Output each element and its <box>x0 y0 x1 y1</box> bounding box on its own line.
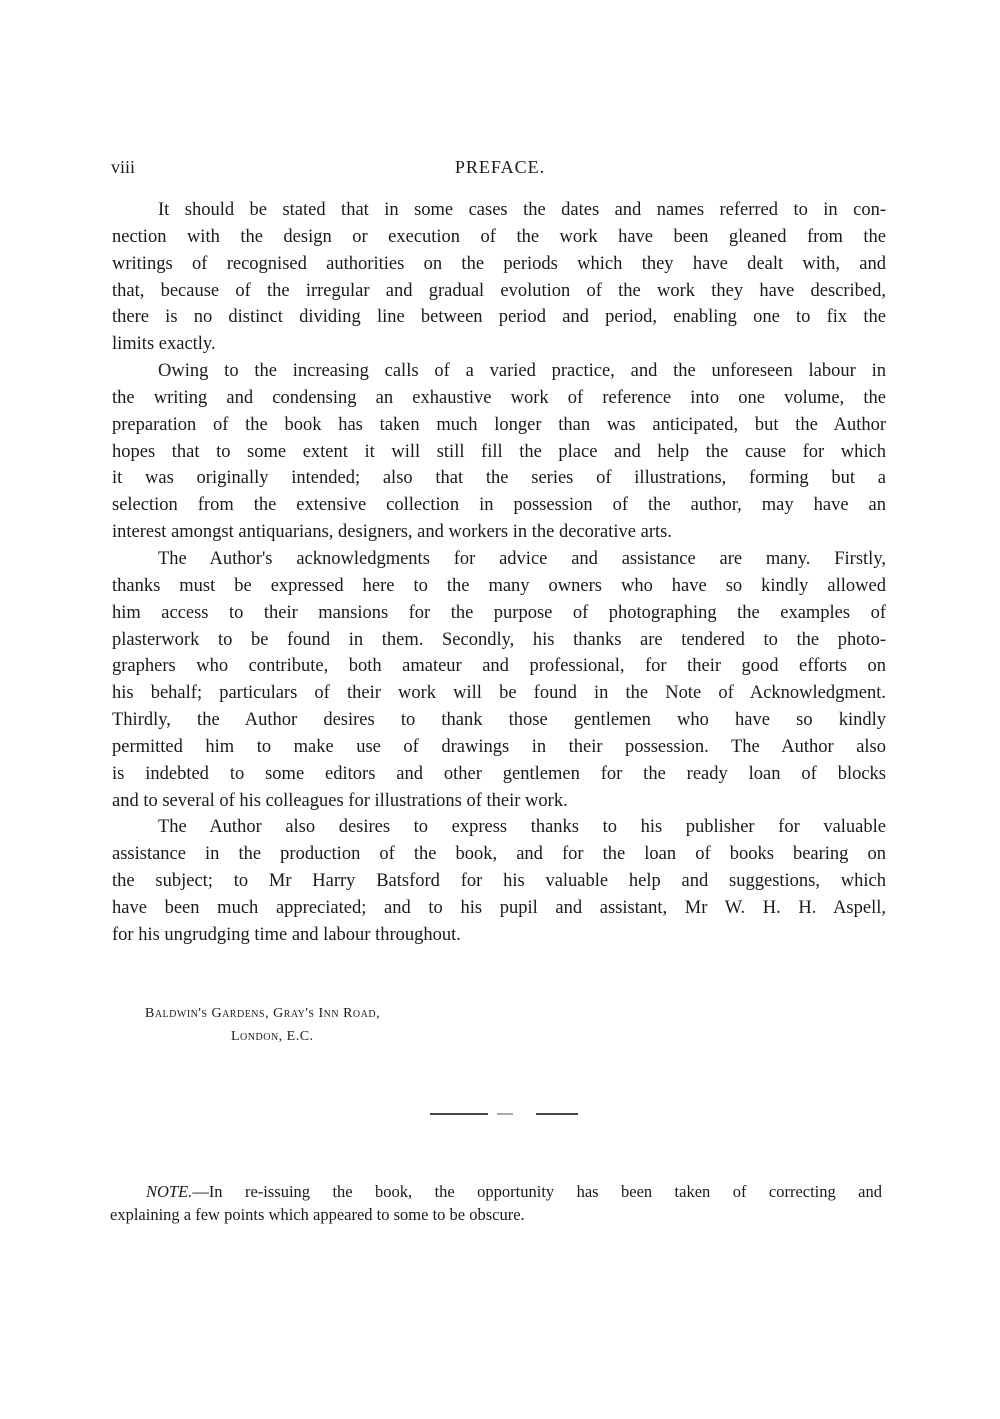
text-line: limits exactly. <box>112 334 216 355</box>
text-line: and to several of his colleagues for illustrations of their work. <box>112 790 568 811</box>
address <box>145 1002 380 1048</box>
text-line: The Author also desires to express thanks to his publisher for valuable <box>158 817 886 838</box>
paragraph <box>112 814 886 948</box>
page-number: viii <box>111 157 136 177</box>
ornamental-rule <box>497 1113 513 1115</box>
note-text-1: —In re-issuing the book, the opportunity has been taken of correcting and <box>192 1182 882 1201</box>
text-line: Thirdly, the Author desires to thank those gentlemen who have so kindly <box>112 710 886 731</box>
text-line: it was originally intended; also that the series of illustrations, forming but a <box>112 468 886 489</box>
ornamental-rule <box>430 1113 488 1115</box>
text-line: for his ungrudging time and labour throughout. <box>112 924 461 945</box>
text-line: permitted him to make use of drawings in their possession. The Author also <box>112 736 886 757</box>
paragraph <box>112 546 886 814</box>
text-line: that, because of the irregular and gradual evolution of the work they have described, <box>112 280 886 301</box>
paragraph <box>112 197 886 358</box>
text-line: there is no distinct dividing line between period and period, enabling one to fix the <box>112 307 886 328</box>
text-line: selection from the extensive collection in possession of the author, may have an <box>112 495 886 516</box>
text-line: assistance in the production of the book, and for the loan of books bearing on <box>112 844 886 865</box>
text-line: the subject; to Mr Harry Batsford for his valuable help and suggestions, which <box>112 871 886 892</box>
text-line: have been much appreciated; and to his pupil and assistant, Mr W. H. H. Aspell, <box>112 897 886 918</box>
text-line: hopes that to some extent it will still fill the place and help the cause for which <box>112 441 886 462</box>
text-line: him access to their mansions for the purpose of photographing the examples of <box>112 602 886 623</box>
note-line-2: explaining a few points which appeared to some to be obscure. <box>110 1205 525 1224</box>
preface-body <box>112 197 886 949</box>
ornamental-rule <box>536 1113 578 1115</box>
text-line: thanks must be expressed here to the many owners who have so kindly allowed <box>112 575 886 596</box>
running-title-text: PREFACE. <box>454 157 546 177</box>
running-title <box>0 157 1000 178</box>
text-line: the writing and condensing an exhaustive work of reference into one volume, the <box>112 387 886 408</box>
text-line: preparation of the book has taken much longer than was anticipated, but the Author <box>112 414 886 435</box>
text-line: interest amongst antiquarians, designers, and workers in the decorative arts. <box>112 522 672 543</box>
text-line: It should be stated that in some cases the dates and names referred to in con- <box>158 200 886 220</box>
text-line: graphers who contribute, both amateur and professional, for their good efforts on <box>112 656 886 677</box>
note-line-1 <box>110 1180 882 1203</box>
text-line: is indebted to some editors and other gentlemen for the ready loan of blocks <box>112 763 886 784</box>
address-line-2: London, E.C. <box>231 1029 314 1044</box>
address-line-1: Baldwin's Gardens, Gray's Inn Road, <box>145 1006 381 1021</box>
text-line: The Author's acknowledgments for advice and assistance are many. Firstly, <box>158 548 886 569</box>
text-line: writings of recognised authorities on the periods which they have dealt with, and <box>112 253 886 274</box>
text-line: plasterwork to be found in them. Secondly, his thanks are tendered to the photo- <box>112 629 886 650</box>
text-line: Owing to the increasing calls of a varied practice, and the unforeseen labour in <box>158 361 886 382</box>
paragraph <box>112 358 886 546</box>
text-line: his behalf; particulars of their work will be found in the Note of Acknowledgment. <box>112 683 886 704</box>
note-label: NOTE. <box>146 1182 193 1201</box>
reissue-note <box>110 1180 882 1226</box>
text-line: nection with the design or execution of the work have been gleaned from the <box>112 226 886 247</box>
